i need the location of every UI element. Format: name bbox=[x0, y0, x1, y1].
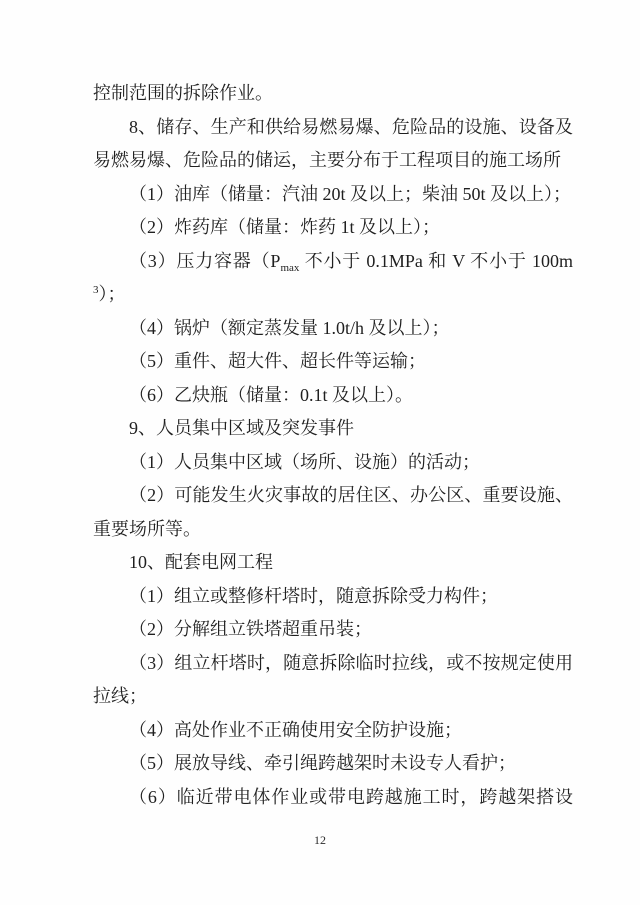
superscript-cubed: 3 bbox=[93, 284, 99, 296]
subscript-max: max bbox=[280, 261, 300, 274]
para-10-item-5: （5）展放导线、牵引绳跨越架时未设专人看护； bbox=[129, 753, 516, 773]
para-9-item-1: （1）人员集中区域（场所、设施）的活动； bbox=[129, 451, 480, 472]
text-segment: ）； bbox=[98, 284, 126, 304]
para-8-item-4: （4）锅炉（额定蒸发量 1.0t/h 及以上）； bbox=[129, 317, 450, 338]
para-9-item-2: （2）可能发生火灾事故的居住区、办公区、重要设施、重要场所等。 bbox=[93, 485, 573, 539]
para-section-10: 10、配套电网工程 bbox=[129, 552, 273, 572]
para-10-item-6: （6）临近带电体作业或带电跨越施工时，跨越架搭设 bbox=[129, 786, 573, 807]
page-footer bbox=[0, 833, 640, 848]
para-section-9: 9、人员集中区域及突发事件 bbox=[129, 418, 354, 438]
para-8-item-3 bbox=[93, 245, 573, 312]
page-number: 12 bbox=[314, 833, 326, 847]
para-continuation: 控制范围的拆除作业。 bbox=[93, 83, 273, 103]
text-segment: （3）压力容器（P bbox=[129, 250, 281, 271]
para-10-item-1: （1）组立或整修杆塔时，随意拆除受力构件； bbox=[129, 585, 498, 606]
para-10-item-3: （3）组立杆塔时，随意拆除临时拉线，或不按规定使用拉线； bbox=[93, 652, 573, 706]
document-content bbox=[93, 77, 573, 814]
para-8-item-2: （2）炸药库（储量：炸药 1t 及以上）； bbox=[129, 217, 440, 237]
para-section-8: 8、储存、生产和供给易燃易爆、危险品的设施、设备及易燃易爆、危险品的储运，主要分布于工程项目的施工场所 bbox=[93, 116, 573, 170]
para-10-item-4: （4）高处作业不正确使用安全防护设施； bbox=[129, 719, 462, 740]
para-10-item-2: （2）分解组立铁塔超重吊装； bbox=[129, 619, 372, 639]
text-segment: 不小于 0.1MPa 和 V 不小于 100m bbox=[299, 250, 573, 271]
para-8-item-6: （6）乙炔瓶（储量：0.1t 及以上）。 bbox=[129, 384, 413, 405]
para-8-item-5: （5）重件、超大件、超长件等运输； bbox=[129, 351, 426, 371]
para-8-item-1: （1）油库（储量：汽油 20t 及以上；柴油 50t 及以上）； bbox=[129, 183, 571, 204]
